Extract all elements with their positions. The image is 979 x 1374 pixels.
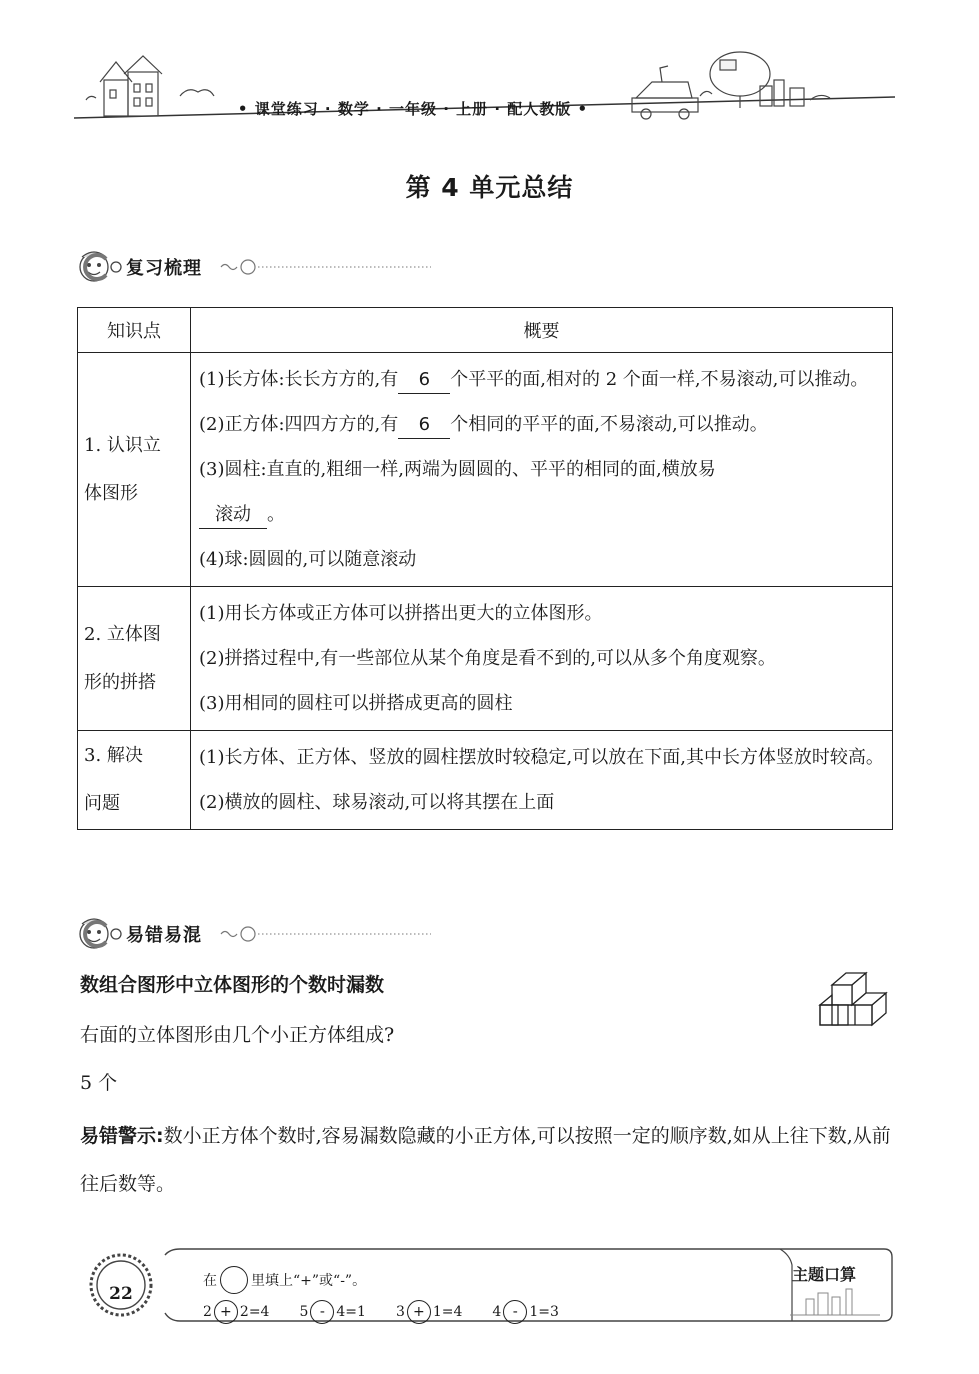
warning-text: 数小正方体个数时,容易漏数隐藏的小正方体,可以按照一定的顺序数,如从上往下数,从前往后数等。 [80,1125,891,1195]
list-item: (4)球:圆圆的,可以随意滚动 [199,549,417,570]
topic-line: 体图形 [84,482,138,504]
list-item: (1)用长方体或正方体可以拼搭出更大的立体图形。 [199,603,603,624]
operator-circle: + [214,1300,238,1324]
page-title: 第 4 单元总结 [405,173,574,202]
equation: 2 + 2=4 [203,1300,269,1324]
operator-circle: + [407,1300,431,1324]
answer-blank: 6 [398,367,450,394]
errors-heading-label: 易错易混 [126,925,202,946]
operator-circle: - [503,1300,527,1324]
page-number: 22 [109,1284,133,1304]
list-item: (2)横放的圆柱、球易滚动,可以将其摆在上面 [199,792,555,813]
topic-line: 形的拼搭 [84,671,156,693]
operator-circle: - [310,1300,334,1324]
review-heading-label: 复习梳理 [126,258,202,279]
blank-circle-icon [220,1266,248,1294]
topic-line: 问题 [84,793,120,814]
equation: 5 - 4=1 [299,1300,365,1324]
topic-line: 3. 解决 [84,745,143,766]
header-illustration [0,0,979,140]
equation: 4 - 1=3 [492,1300,558,1324]
header-knowledge: 知识点 [78,308,191,353]
desc-cell [191,731,893,830]
footer-equations [203,1300,589,1324]
error-warning [80,1112,895,1208]
topic-cell [78,353,191,587]
table-row [78,587,893,731]
list-item: (3)圆柱:直直的,粗细一样,两端为圆圆的、平平的相同的面,横放易 滚动 。 [199,447,884,537]
equation: 3 + 1=4 [396,1300,462,1324]
answer-blank: 滚动 [199,502,267,529]
list-item: (3)用相同的圆柱可以拼搭成更高的圆柱 [199,693,513,714]
list-item: (2)拼搭过程中,有一些部位从某个角度是看不到的,可以从多个角度观察。 [199,648,776,669]
header-summary: 概要 [191,308,893,353]
header-series-text: • 课堂练习 · 数学 · 一年级 · 上册 · 配人教版 • [237,100,589,118]
answer-blank: 6 [398,412,450,439]
topic-line: 1. 认识立 [84,434,161,456]
cube-figure [818,965,898,1045]
topic-cell [78,731,191,830]
warning-label: 易错警示: [80,1125,164,1147]
topic-cell [78,587,191,731]
error-title: 数组合图形中立体图形的个数时漏数 [80,974,385,996]
error-answer: 5 个 [80,1072,118,1094]
desc-cell [191,353,893,587]
desc-cell [191,587,893,731]
table-row [78,353,893,587]
theme-label: 主题口算 [792,1265,857,1284]
summary-table [77,307,893,830]
topic-line: 2. 立体图 [84,623,161,645]
list-item: (1)长方体:长长方方的,有 6 个平平的面,相对的 2 个面一样,不易滚动,可以推动。 [199,357,884,402]
list-item: (1)长方体、正方体、竖放的圆柱摆放时较稳定,可以放在下面,其中长方体竖放时较高。 [199,747,884,768]
table-header-row [78,308,893,353]
errors-section-heading [76,912,436,956]
list-item: (2)正方体:四四方方的,有 6 个相同的平平的面,不易滚动,可以推动。 [199,402,884,447]
footer-instruction: 在 里填上“+”或“-”。 [203,1266,366,1294]
table-row [78,731,893,830]
error-question: 右面的立体图形由几个小正方体组成? [80,1024,395,1046]
review-section-heading [76,245,436,289]
